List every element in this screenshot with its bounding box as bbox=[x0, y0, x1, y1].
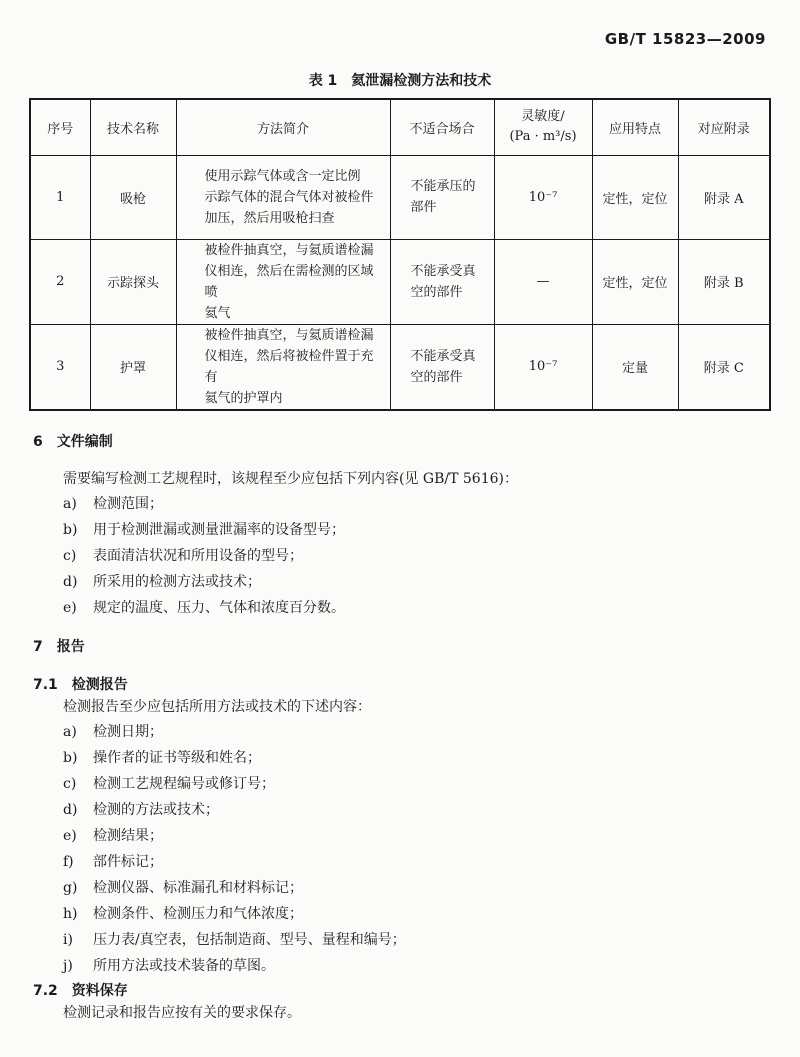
unsuitable-line: 部件 bbox=[410, 200, 437, 215]
list-item bbox=[63, 901, 406, 927]
list-text: 压力表/真空表，包括制造商、型号、量程和编号； bbox=[93, 932, 406, 948]
list-marker: d) bbox=[63, 574, 78, 590]
method-line: 氦气的护罩内 bbox=[204, 390, 283, 406]
list-text: 检测的方法或技术； bbox=[93, 802, 219, 818]
list-marker: g) bbox=[63, 880, 78, 896]
list-item bbox=[63, 927, 406, 953]
list-marker: h) bbox=[63, 906, 78, 922]
list-text: 检测日期； bbox=[93, 724, 163, 740]
method-line: 氦气 bbox=[204, 305, 231, 321]
list-marker: e) bbox=[63, 828, 77, 844]
sensitivity-unit: (Pa · m³/s) bbox=[509, 129, 577, 145]
method-line: 被检件抽真空，与氦质谱检漏 bbox=[204, 327, 374, 343]
list-marker: j) bbox=[63, 958, 73, 974]
list-item bbox=[63, 569, 345, 595]
list-text: 用于检测泄漏或测量泄漏率的设备型号； bbox=[93, 522, 345, 538]
list-marker: i) bbox=[63, 932, 73, 948]
row-appendix: 附录 C bbox=[678, 324, 770, 410]
method-line: 使用示踪气体或含一定比例 bbox=[204, 168, 361, 184]
list-item bbox=[63, 849, 406, 875]
list-text: 规定的温度、压力、气体和浓度百分数。 bbox=[93, 600, 345, 616]
list-text: 检测工艺规程编号或修订号； bbox=[93, 776, 275, 792]
list-item bbox=[63, 771, 406, 797]
standard-number: GB/T 15823—2009 bbox=[604, 30, 766, 48]
method-line: 仪相连，然后在需检测的区域喷 bbox=[204, 263, 374, 300]
list-item bbox=[63, 543, 345, 569]
row-no: 3 bbox=[30, 324, 90, 410]
list-text: 检测仪器、标准漏孔和材料标记； bbox=[93, 880, 303, 896]
section-7-heading: 7 报告 bbox=[33, 639, 85, 655]
row-unsuitable bbox=[390, 155, 494, 239]
list-text: 检测范围； bbox=[93, 496, 163, 512]
section-6-intro: 需要编写检测工艺规程时，该规程至少应包括下列内容(见 GB/T 5616)： bbox=[63, 471, 518, 487]
list-marker: b) bbox=[63, 522, 78, 538]
list-marker: c) bbox=[63, 548, 77, 564]
list-item bbox=[63, 953, 406, 979]
row-name: 护罩 bbox=[90, 324, 176, 410]
list-item bbox=[63, 823, 406, 849]
list-text: 所用方法或技术装备的草图。 bbox=[93, 958, 275, 974]
list-marker: c) bbox=[63, 776, 77, 792]
list-item bbox=[63, 745, 406, 771]
list-text: 部件标记； bbox=[93, 854, 163, 870]
section-7-1-list bbox=[63, 719, 406, 979]
col-header-feature: 应用特点 bbox=[592, 99, 678, 155]
row-method bbox=[176, 155, 390, 239]
col-header-sensitivity bbox=[494, 99, 592, 155]
sensitivity-label: 灵敏度/ bbox=[521, 109, 565, 125]
col-header-no: 序号 bbox=[30, 99, 90, 155]
list-item bbox=[63, 491, 345, 517]
list-item bbox=[63, 797, 406, 823]
row-no: 2 bbox=[30, 239, 90, 324]
table-row bbox=[30, 239, 770, 324]
table-header-row bbox=[30, 99, 770, 155]
helium-leak-methods-table bbox=[29, 98, 771, 411]
row-no: 1 bbox=[30, 155, 90, 239]
unsuitable-line: 不能承压的 bbox=[410, 179, 476, 194]
list-text: 检测条件、检测压力和气体浓度； bbox=[93, 906, 303, 922]
section-7-1-intro: 检测报告至少应包括所用方法或技术的下述内容： bbox=[63, 699, 371, 715]
list-marker: f) bbox=[63, 854, 74, 870]
row-method bbox=[176, 239, 390, 324]
unsuitable-line: 空的部件 bbox=[410, 284, 463, 300]
row-name: 吸枪 bbox=[90, 155, 176, 239]
row-name: 示踪探头 bbox=[90, 239, 176, 324]
section-6-list bbox=[63, 491, 345, 621]
col-header-appendix: 对应附录 bbox=[678, 99, 770, 155]
col-header-unsuitable: 不适合场合 bbox=[390, 99, 494, 155]
list-text: 所采用的检测方法或技术； bbox=[93, 574, 261, 590]
row-feature: 定量 bbox=[592, 324, 678, 410]
list-item bbox=[63, 719, 406, 745]
col-header-name: 技术名称 bbox=[90, 99, 176, 155]
section-6-heading: 6 文件编制 bbox=[33, 434, 113, 450]
row-unsuitable bbox=[390, 324, 494, 410]
row-feature: 定性，定位 bbox=[592, 155, 678, 239]
method-line: 被检件抽真空，与氦质谱检漏 bbox=[204, 242, 374, 258]
unsuitable-line: 空的部件 bbox=[410, 369, 463, 385]
row-sensitivity: — bbox=[494, 239, 592, 324]
list-marker: d) bbox=[63, 802, 78, 818]
col-header-method: 方法简介 bbox=[176, 99, 390, 155]
list-text: 检测结果； bbox=[93, 828, 163, 844]
list-text: 操作者的证书等级和姓名； bbox=[93, 750, 261, 766]
table-row bbox=[30, 155, 770, 239]
table-title: 表 1 氦泄漏检测方法和技术 bbox=[308, 73, 492, 89]
row-unsuitable bbox=[390, 239, 494, 324]
list-item bbox=[63, 517, 345, 543]
row-appendix: 附录 A bbox=[678, 155, 770, 239]
unsuitable-line: 不能承受真 bbox=[410, 348, 476, 364]
section-7-2-heading: 7.2 资料保存 bbox=[33, 983, 128, 999]
row-appendix: 附录 B bbox=[678, 239, 770, 324]
list-marker: a) bbox=[63, 496, 77, 512]
list-text: 表面清洁状况和所用设备的型号； bbox=[93, 548, 303, 564]
row-method bbox=[176, 324, 390, 410]
list-item bbox=[63, 875, 406, 901]
list-marker: e) bbox=[63, 600, 77, 616]
list-marker: b) bbox=[63, 750, 78, 766]
list-item bbox=[63, 595, 345, 621]
row-feature: 定性，定位 bbox=[592, 239, 678, 324]
unsuitable-line: 不能承受真 bbox=[410, 263, 476, 279]
section-7-2-text: 检测记录和报告应按有关的要求保存。 bbox=[63, 1005, 301, 1021]
list-marker: a) bbox=[63, 724, 77, 740]
row-sensitivity: 10⁻⁷ bbox=[494, 155, 592, 239]
section-7-1-heading: 7.1 检测报告 bbox=[33, 677, 128, 693]
method-line: 加压，然后用吸枪扫查 bbox=[204, 210, 335, 226]
method-line: 示踪气体的混合气体对被检件 bbox=[204, 189, 374, 205]
method-line: 仪相连，然后将被检件置于充有 bbox=[204, 348, 374, 385]
table-row bbox=[30, 324, 770, 410]
row-sensitivity: 10⁻⁷ bbox=[494, 324, 592, 410]
